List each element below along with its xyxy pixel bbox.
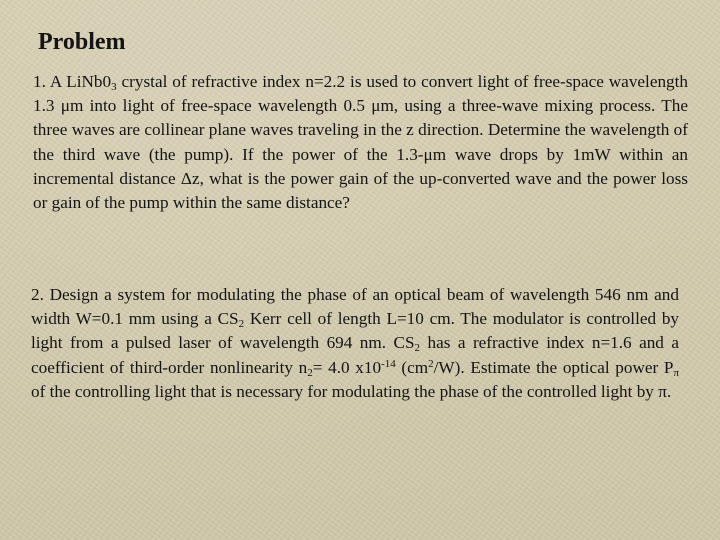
problem-1-text: 1. A $LiNb0_3$ crystal of refractive index n=2.2 is used to convert light of free-space wavelength 1.3 μm into light of free-space wavelength 0.5 μm, using a three-wave mixing process. The three waves are collinear plane waves traveling in the z direction. Determine the wavelength of the third wave (the pump). If the power of the 1.3-μm wave drops by 1mW within an incremental distance Δz, what is the power gain of the up-converted wave and the power loss or gain of the pump within the same distance?: [33, 72, 688, 213]
page-title: Problem: [38, 29, 126, 55]
problem-2-text: 2. Design a system for modulating the phase of an optical beam of wavelength 546 nm and width W=0.1 mm using a $CS_2$ Kerr cell of length L=10 cm. The modulator is controlled by light from a pulsed laser of wavelength 694 nm. $CS_2$ has a refractive index n=1.6 and a coefficient of third-order nonlinearity $n_2= 4.0$ $x10^{-14}$ $(cm^2/W)$. Estimate the optical power $P_\pi$ of the controlling light that is necessary for modulating the phase of the controlled light by π.: [31, 285, 680, 401]
